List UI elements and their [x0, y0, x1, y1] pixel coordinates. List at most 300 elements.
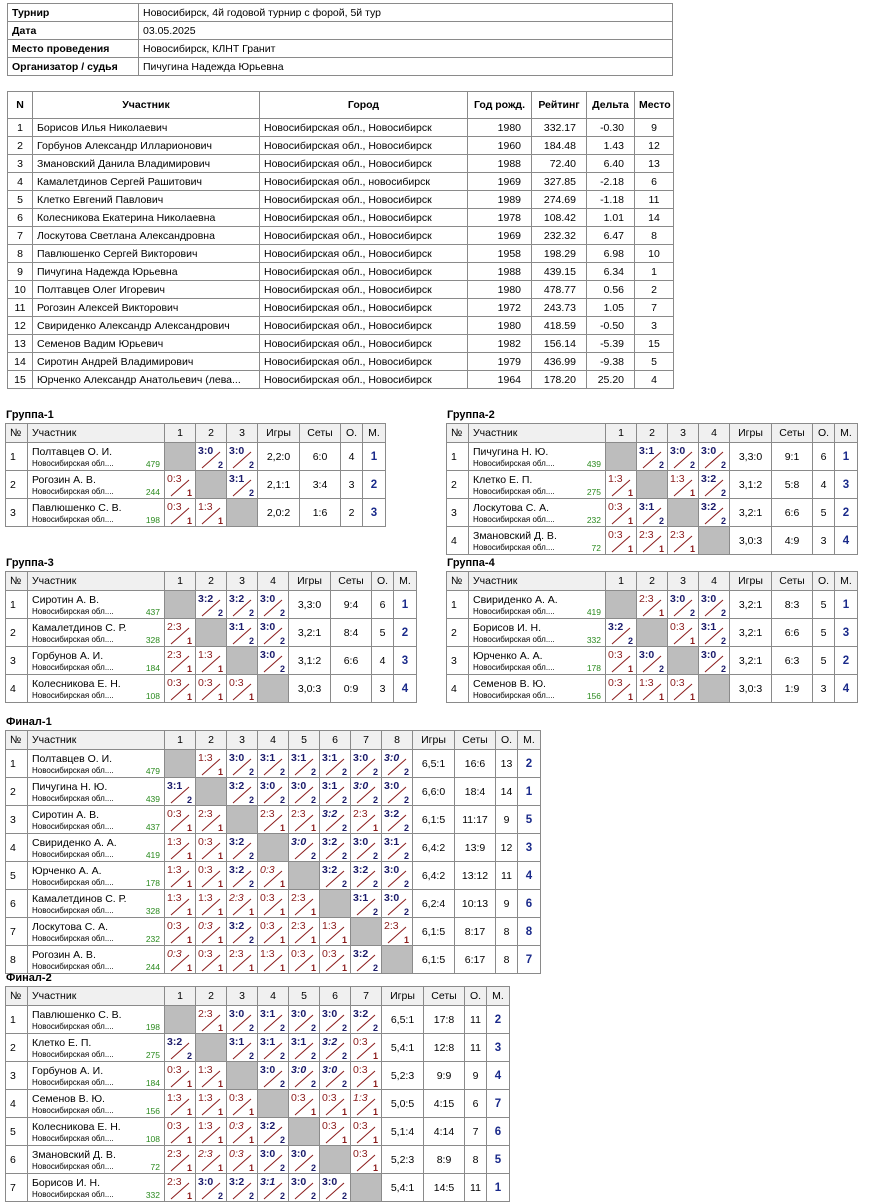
participant-row	[8, 191, 674, 209]
points: 7	[465, 1118, 487, 1146]
match-cell	[351, 834, 382, 862]
match-cell	[606, 527, 637, 555]
group-row	[6, 806, 541, 834]
sets: 3:4	[300, 471, 341, 499]
points: 2	[341, 499, 363, 527]
player-rating: 328	[145, 634, 160, 645]
match-points: 1	[310, 907, 316, 917]
match-cell	[196, 1090, 227, 1118]
games: 3,2:1	[730, 619, 772, 647]
player-cell	[28, 1006, 165, 1034]
player-number: 3	[6, 499, 28, 527]
participant-cell: Камалетдинов Сергей Рашитович	[33, 173, 260, 191]
player-name: Павлюшенко С. В.	[32, 501, 122, 514]
player-city: Новосибирская обл.... 72	[473, 542, 601, 553]
info-value: 03.05.2025	[139, 22, 673, 40]
games: 6,1:5	[413, 918, 455, 946]
match-cell	[196, 1146, 227, 1174]
self-cell	[196, 619, 227, 647]
match-points: 1	[372, 1135, 378, 1145]
group-row	[6, 647, 417, 675]
match-score: 3:0	[322, 1008, 338, 1020]
match-score: 1:3	[198, 752, 213, 764]
match-points: 2	[248, 488, 254, 498]
sets: 6:6	[772, 499, 813, 527]
self-cell	[258, 834, 289, 862]
col-opponent-2: 2	[196, 572, 227, 591]
match-score: 3:1	[639, 501, 655, 513]
col-place: М.	[835, 572, 858, 591]
column-header: Дельта	[587, 92, 635, 119]
col-place: М.	[518, 731, 541, 750]
col-points: О.	[372, 572, 394, 591]
match-points: 2	[403, 767, 409, 777]
player-number: 2	[6, 778, 28, 806]
player-rating: 108	[145, 1133, 160, 1144]
player-number: 7	[6, 918, 28, 946]
participant-cell: 1960	[468, 137, 532, 155]
games: 6,2:4	[413, 890, 455, 918]
match-points: 1	[217, 1107, 223, 1117]
match-score: 0:3	[167, 677, 182, 689]
participant-cell: 12	[8, 317, 33, 335]
place: 1	[835, 443, 858, 471]
match-cell	[320, 1062, 351, 1090]
match-cell	[637, 499, 668, 527]
match-cell	[258, 890, 289, 918]
place: 1	[518, 778, 541, 806]
place: 2	[835, 499, 858, 527]
sets: 14:5	[424, 1174, 465, 1202]
points: 8	[496, 946, 518, 974]
player-number: 2	[447, 471, 469, 499]
participant-cell: Пичугина Надежда Юрьевна	[33, 263, 260, 281]
match-cell	[320, 806, 351, 834]
player-cell	[469, 591, 606, 619]
match-score: 3:0	[260, 1148, 276, 1160]
player-name: Пичугина Н. Ю.	[473, 445, 549, 458]
participant-cell: 25.20	[587, 371, 635, 389]
group-row	[447, 527, 858, 555]
match-points: 2	[403, 851, 409, 861]
player-city: Новосибирская обл.... 437	[32, 821, 160, 832]
place: 4	[835, 527, 858, 555]
match-points: 2	[248, 460, 254, 470]
match-points: 2	[720, 488, 726, 498]
match-score: 3:0	[701, 649, 717, 661]
match-score: 0:3	[167, 1120, 182, 1132]
games: 6,4:2	[413, 862, 455, 890]
match-cell	[227, 619, 258, 647]
match-points: 1	[217, 1135, 223, 1145]
match-cell	[258, 806, 289, 834]
player-cell	[469, 675, 606, 703]
place: 6	[487, 1118, 510, 1146]
match-cell	[668, 675, 699, 703]
col-opponent-5: 5	[289, 731, 320, 750]
place: 7	[518, 946, 541, 974]
col-games: Игры	[413, 731, 455, 750]
participant-cell: Новосибирская обл., Новосибирск	[260, 353, 468, 371]
sets: 4:15	[424, 1090, 465, 1118]
match-points: 1	[372, 1079, 378, 1089]
sets: 16:6	[455, 750, 496, 778]
match-cell	[165, 1090, 196, 1118]
col-games: Игры	[382, 987, 424, 1006]
group-row	[6, 1034, 510, 1062]
match-cell	[289, 1174, 320, 1202]
place: 3	[835, 471, 858, 499]
participant-cell: 1969	[468, 173, 532, 191]
match-points: 2	[279, 1191, 285, 1201]
player-cell	[28, 443, 165, 471]
match-score: 0:3	[167, 1064, 182, 1076]
self-cell	[165, 1006, 196, 1034]
group-row	[6, 1090, 510, 1118]
self-cell	[227, 806, 258, 834]
participant-cell: 4	[8, 173, 33, 191]
player-city: Новосибирская обл.... 419	[32, 849, 160, 860]
group-table	[446, 571, 858, 703]
participant-cell: 6.47	[587, 227, 635, 245]
col-no: №	[6, 987, 28, 1006]
col-games: Игры	[730, 424, 772, 443]
match-score: 0:3	[229, 1120, 244, 1132]
col-points: О.	[465, 987, 487, 1006]
match-points: 2	[403, 879, 409, 889]
participant-cell: Новосибирская обл., Новосибирск	[260, 137, 468, 155]
match-score: 1:3	[198, 1064, 213, 1076]
participant-cell: 184.48	[532, 137, 587, 155]
match-cell	[320, 1034, 351, 1062]
col-no: №	[447, 424, 469, 443]
match-points: 2	[720, 460, 726, 470]
self-cell	[289, 862, 320, 890]
match-points: 1	[217, 516, 223, 526]
match-score: 3:1	[353, 892, 369, 904]
match-points: 1	[217, 879, 223, 889]
match-points: 1	[627, 544, 633, 554]
match-cell	[196, 675, 227, 703]
self-cell	[320, 890, 351, 918]
participant-cell: 8	[8, 245, 33, 263]
match-points: 1	[217, 692, 223, 702]
self-cell	[227, 647, 258, 675]
player-name: Змановский Д. В.	[473, 529, 557, 542]
match-cell	[382, 918, 413, 946]
match-points: 2	[372, 879, 378, 889]
place: 2	[487, 1006, 510, 1034]
games: 3,2:1	[730, 499, 772, 527]
match-points: 2	[310, 851, 316, 861]
match-points: 2	[341, 1051, 347, 1061]
player-name: Горбунов А. И.	[32, 649, 104, 662]
match-score: 3:0	[291, 1176, 307, 1188]
player-number: 5	[6, 1118, 28, 1146]
group-header-row	[6, 987, 510, 1006]
col-opponent-3: 3	[668, 572, 699, 591]
self-cell	[227, 1062, 258, 1090]
player-cell	[28, 806, 165, 834]
match-points: 2	[372, 767, 378, 777]
participant-cell: 14	[635, 209, 674, 227]
match-score: 0:3	[167, 808, 182, 820]
match-score: 0:3	[167, 501, 182, 513]
player-number: 4	[6, 675, 28, 703]
player-city: Новосибирская обл.... 332	[32, 1189, 160, 1200]
match-score: 0:3	[229, 1148, 244, 1160]
match-cell	[320, 1090, 351, 1118]
match-cell	[258, 918, 289, 946]
match-points: 2	[372, 963, 378, 973]
match-score: 3:2	[229, 864, 245, 876]
match-points: 1	[341, 963, 347, 973]
self-cell	[606, 591, 637, 619]
participant-row	[8, 209, 674, 227]
match-score: 3:0	[291, 1008, 307, 1020]
col-player: Участник	[469, 424, 606, 443]
match-score: 3:1	[639, 445, 655, 457]
player-cell	[28, 499, 165, 527]
player-cell	[28, 591, 165, 619]
points: 4	[813, 471, 835, 499]
participant-cell: 108.42	[532, 209, 587, 227]
col-opponent-5: 5	[289, 987, 320, 1006]
participant-cell: 1982	[468, 335, 532, 353]
player-rating: 439	[586, 458, 601, 469]
col-opponent-1: 1	[606, 424, 637, 443]
match-score: 0:3	[291, 948, 306, 960]
sets: 6:17	[455, 946, 496, 974]
match-score: 0:3	[322, 1092, 337, 1104]
participant-cell: 274.69	[532, 191, 587, 209]
match-cell	[258, 862, 289, 890]
col-opponent-4: 4	[258, 731, 289, 750]
player-name: Юрченко А. А.	[32, 864, 102, 877]
participant-cell: 1978	[468, 209, 532, 227]
player-cell	[28, 647, 165, 675]
sets: 12:8	[424, 1034, 465, 1062]
player-city: Новосибирская обл.... 108	[32, 1133, 160, 1144]
match-cell	[289, 1062, 320, 1090]
player-cell	[469, 499, 606, 527]
info-row	[8, 58, 673, 76]
points: 6	[465, 1090, 487, 1118]
match-points: 1	[186, 851, 192, 861]
games: 5,2:3	[382, 1062, 424, 1090]
match-points: 2	[372, 795, 378, 805]
games: 6,5:1	[382, 1006, 424, 1034]
match-points: 1	[658, 692, 664, 702]
group-header-row	[6, 572, 417, 591]
match-score: 1:3	[260, 948, 275, 960]
games: 3,2:1	[730, 647, 772, 675]
match-points: 2	[403, 907, 409, 917]
column-header: Место	[635, 92, 674, 119]
player-number: 2	[6, 619, 28, 647]
col-opponent-7: 7	[351, 731, 382, 750]
participant-cell: 5	[8, 191, 33, 209]
match-score: 3:2	[198, 593, 214, 605]
participant-cell: 6	[635, 173, 674, 191]
match-points: 2	[372, 907, 378, 917]
group-row	[6, 471, 386, 499]
match-points: 2	[341, 851, 347, 861]
match-points: 2	[186, 1051, 192, 1061]
participant-row	[8, 137, 674, 155]
col-sets: Сеты	[300, 424, 341, 443]
match-cell	[258, 1118, 289, 1146]
player-rating: 72	[150, 1161, 160, 1172]
col-opponent-6: 6	[320, 731, 351, 750]
points: 8	[496, 918, 518, 946]
participant-cell: 478.77	[532, 281, 587, 299]
player-number: 3	[6, 1062, 28, 1090]
col-player: Участник	[28, 731, 165, 750]
player-name: Клетко Е. П.	[473, 473, 533, 486]
match-points: 2	[720, 516, 726, 526]
col-opponent-3: 3	[227, 572, 258, 591]
match-cell	[320, 834, 351, 862]
place: 2	[394, 619, 417, 647]
participant-cell: Новосибирская обл., Новосибирск	[260, 299, 468, 317]
match-cell	[196, 443, 227, 471]
games: 6,1:5	[413, 946, 455, 974]
group-header-row	[6, 731, 541, 750]
match-score: 0:3	[198, 836, 213, 848]
match-score: 3:2	[260, 1120, 276, 1132]
match-score: 3:1	[167, 780, 183, 792]
player-cell	[28, 471, 165, 499]
match-points: 1	[248, 1107, 254, 1117]
player-number: 4	[6, 1090, 28, 1118]
player-number: 3	[447, 647, 469, 675]
match-score: 3:2	[608, 621, 624, 633]
self-cell	[196, 778, 227, 806]
participant-cell: Клетко Евгений Павлович	[33, 191, 260, 209]
match-score: 3:2	[353, 948, 369, 960]
col-no: №	[6, 572, 28, 591]
match-points: 1	[217, 1163, 223, 1173]
player-cell	[28, 750, 165, 778]
match-points: 2	[341, 823, 347, 833]
participant-cell: Борисов Илья Николаевич	[33, 119, 260, 137]
games: 2,0:2	[258, 499, 300, 527]
games: 6,6:0	[413, 778, 455, 806]
player-name: Клетко Е. П.	[32, 1036, 92, 1049]
match-score: 0:3	[291, 1092, 306, 1104]
player-name: Пичугина Н. Ю.	[32, 780, 108, 793]
match-score: 3:0	[353, 836, 369, 848]
player-rating: 419	[145, 849, 160, 860]
points: 3	[813, 527, 835, 555]
place: 7	[487, 1090, 510, 1118]
col-player: Участник	[28, 424, 165, 443]
col-points: О.	[496, 731, 518, 750]
player-number: 4	[6, 834, 28, 862]
games: 2,2:0	[258, 443, 300, 471]
place: 3	[394, 647, 417, 675]
player-name: Семенов В. Ю.	[473, 677, 546, 690]
match-cell	[637, 675, 668, 703]
match-score: 3:0	[670, 445, 686, 457]
player-city: Новосибирская обл.... 108	[32, 690, 160, 701]
points: 5	[813, 647, 835, 675]
points: 9	[496, 890, 518, 918]
participant-cell: Новосибирская обл., Новосибирск	[260, 209, 468, 227]
player-rating: 198	[145, 514, 160, 525]
match-score: 0:3	[322, 1120, 337, 1132]
col-opponent-3: 3	[227, 987, 258, 1006]
player-cell	[28, 1062, 165, 1090]
match-points: 2	[310, 795, 316, 805]
match-score: 3:1	[260, 1008, 276, 1020]
participant-cell: 1	[635, 263, 674, 281]
sets: 9:1	[772, 443, 813, 471]
match-points: 1	[627, 488, 633, 498]
match-points: 1	[658, 544, 664, 554]
match-points: 2	[248, 636, 254, 646]
player-number: 3	[6, 647, 28, 675]
participant-cell: 3	[635, 317, 674, 335]
match-score: 3:0	[291, 1064, 307, 1076]
participant-row	[8, 317, 674, 335]
group-row	[6, 890, 541, 918]
match-cell	[668, 591, 699, 619]
player-city: Новосибирская обл.... 232	[32, 933, 160, 944]
player-number: 2	[6, 471, 28, 499]
match-score: 0:3	[353, 1036, 368, 1048]
match-cell	[320, 1006, 351, 1034]
participants-table	[7, 91, 674, 389]
points: 11	[465, 1006, 487, 1034]
match-points: 1	[279, 963, 285, 973]
sets: 8:17	[455, 918, 496, 946]
player-number: 6	[6, 1146, 28, 1174]
col-points: О.	[813, 572, 835, 591]
participant-cell: 1969	[468, 227, 532, 245]
points: 6	[372, 591, 394, 619]
player-rating: 244	[145, 486, 160, 497]
col-opponent-2: 2	[196, 731, 227, 750]
match-points: 1	[186, 879, 192, 889]
match-points: 1	[372, 1163, 378, 1173]
player-cell	[28, 862, 165, 890]
player-number: 4	[447, 527, 469, 555]
points: 5	[372, 619, 394, 647]
match-score: 3:0	[198, 1176, 214, 1188]
player-cell	[469, 471, 606, 499]
match-score: 3:2	[701, 501, 717, 513]
info-key: Дата	[8, 22, 139, 40]
match-points: 2	[341, 879, 347, 889]
column-header: Город	[260, 92, 468, 119]
match-cell	[289, 946, 320, 974]
self-cell	[668, 499, 699, 527]
participant-cell: 1958	[468, 245, 532, 263]
participant-cell: 5	[635, 353, 674, 371]
match-score: 2:3	[670, 529, 685, 541]
participant-cell: 1980	[468, 317, 532, 335]
match-points: 2	[720, 636, 726, 646]
sets: 6:6	[772, 619, 813, 647]
match-cell	[227, 946, 258, 974]
participant-cell: 12	[635, 137, 674, 155]
match-score: 1:3	[167, 1092, 182, 1104]
sets: 5:8	[772, 471, 813, 499]
match-cell	[382, 750, 413, 778]
match-score: 2:3	[229, 892, 244, 904]
